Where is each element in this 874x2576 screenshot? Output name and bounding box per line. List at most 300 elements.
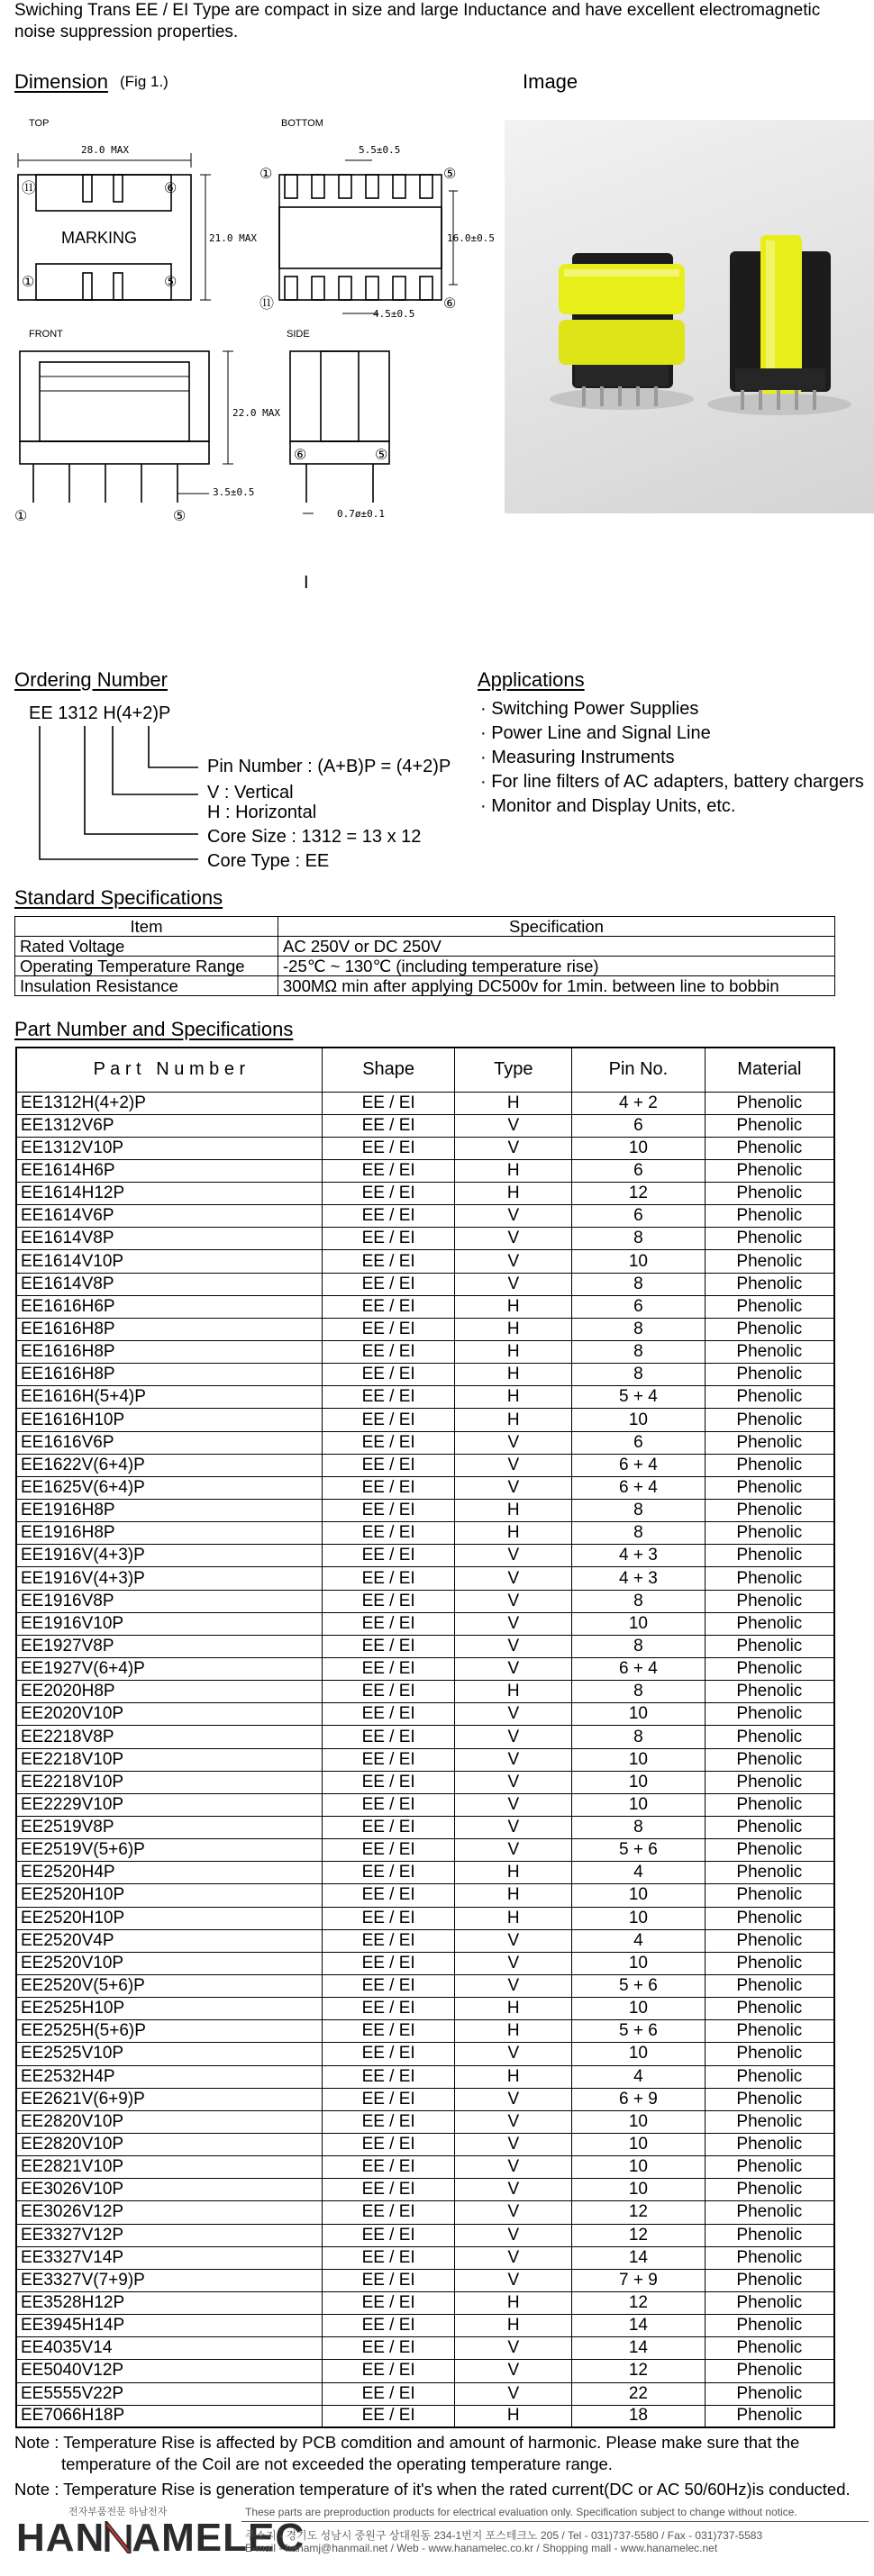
material-cell: Phenolic: [705, 1522, 834, 1545]
shape-cell: EE / EI: [322, 2291, 455, 2314]
part-number-cell: EE1616H6P: [16, 1295, 322, 1318]
note-1-line-2: temperature of the Coil are not exceeded the operating temperature range.: [61, 2454, 613, 2473]
marking-label: MARKING: [61, 229, 138, 247]
transformer-illustration: [505, 120, 874, 513]
type-cell: V: [455, 2269, 572, 2291]
view-label-top: TOP: [29, 118, 50, 129]
shape-cell: EE / EI: [322, 1183, 455, 1205]
material-cell: Phenolic: [705, 1862, 834, 1884]
part-number-cell: EE1614H12P: [16, 1183, 322, 1205]
table-row: [16, 1635, 834, 1657]
parts-title: Part Number and Specifications: [14, 1018, 294, 1040]
table-row: [16, 1476, 834, 1499]
type-cell: V: [455, 1726, 572, 1748]
shape-cell: EE / EI: [322, 2043, 455, 2065]
shape-cell: EE / EI: [322, 1590, 455, 1612]
material-cell: Phenolic: [705, 2065, 834, 2088]
shape-cell: EE / EI: [322, 1228, 455, 1250]
material-cell: Phenolic: [705, 1114, 834, 1137]
type-cell: V: [455, 2246, 572, 2269]
part-number-cell: EE1312V10P: [16, 1137, 322, 1159]
material-cell: Phenolic: [705, 1929, 834, 1952]
spec-row: [15, 976, 835, 996]
shape-cell: EE / EI: [322, 2246, 455, 2269]
type-cell: V: [455, 2110, 572, 2133]
application-item: · Switching Power Supplies: [480, 699, 699, 719]
material-cell: Phenolic: [705, 1974, 834, 1997]
pin-marker-6-side: ⑥: [294, 448, 307, 463]
header-shape: Shape: [322, 1048, 455, 1092]
part-number-cell: EE2519V(5+6)P: [16, 1839, 322, 1862]
type-cell: H: [455, 1318, 572, 1340]
material-cell: Phenolic: [705, 1612, 834, 1635]
pin-count-cell: 8: [572, 1522, 706, 1545]
part-number-cell: EE2532H4P: [16, 2065, 322, 2088]
material-cell: Phenolic: [705, 2133, 834, 2155]
legend-horizontal: H : Horizontal: [207, 803, 317, 822]
application-item: · Power Line and Signal Line: [480, 723, 711, 743]
part-number-cell: EE1616V6P: [16, 1431, 322, 1454]
pin-count-cell: 10: [572, 2179, 706, 2201]
shape-cell: EE / EI: [322, 2337, 455, 2360]
pin-count-cell: 6: [572, 1159, 706, 1182]
spec-value: -25℃ ~ 130℃ (including temperature rise): [278, 957, 835, 976]
pin-count-cell: 8: [572, 1500, 706, 1522]
spec-value: AC 250V or DC 250V: [278, 937, 835, 957]
dimension-title: [14, 70, 108, 94]
part-number-cell: EE2821V10P: [16, 2156, 322, 2179]
shape-cell: EE / EI: [322, 1974, 455, 1997]
type-cell: H: [455, 1522, 572, 1545]
material-cell: Phenolic: [705, 1658, 834, 1681]
pin-count-cell: 6: [572, 1295, 706, 1318]
shape-cell: EE / EI: [322, 1545, 455, 1567]
table-row: [16, 1771, 834, 1793]
shape-cell: EE / EI: [322, 2224, 455, 2246]
type-cell: V: [455, 1703, 572, 1726]
shape-cell: EE / EI: [322, 1884, 455, 1907]
pin-count-cell: 4: [572, 1929, 706, 1952]
pin-count-cell: 10: [572, 2156, 706, 2179]
type-cell: H: [455, 1159, 572, 1182]
table-row: [16, 1522, 834, 1545]
part-number-cell: EE1614V8P: [16, 1273, 322, 1295]
part-number-cell: EE1916V8P: [16, 1590, 322, 1612]
table-row: [16, 2065, 834, 2088]
material-cell: Phenolic: [705, 1341, 834, 1364]
shape-cell: EE / EI: [322, 1476, 455, 1499]
footer: [0, 2499, 874, 2576]
table-row: [16, 1681, 834, 1703]
table-row: [16, 1793, 834, 1816]
shape-cell: EE / EI: [322, 1952, 455, 1974]
table-row: [16, 1205, 834, 1228]
part-number-cell: EE2229V10P: [16, 1793, 322, 1816]
material-cell: Phenolic: [705, 1817, 834, 1839]
shape-cell: EE / EI: [322, 1092, 455, 1114]
material-cell: Phenolic: [705, 2020, 834, 2043]
table-row: [16, 2088, 834, 2110]
type-cell: V: [455, 1952, 572, 1974]
shape-cell: EE / EI: [322, 1703, 455, 1726]
type-cell: V: [455, 1567, 572, 1590]
table-row: [16, 1703, 834, 1726]
dim-front-pin: 3.5±0.5: [213, 486, 255, 498]
pin-count-cell: 6: [572, 1431, 706, 1454]
type-cell: V: [455, 1839, 572, 1862]
type-cell: H: [455, 1092, 572, 1114]
shape-cell: EE / EI: [322, 1250, 455, 1273]
pin-count-cell: 4 + 3: [572, 1567, 706, 1590]
material-cell: Phenolic: [705, 1431, 834, 1454]
dim-top-height: 21.0 MAX: [209, 232, 257, 244]
table-row: [16, 2110, 834, 2133]
material-cell: Phenolic: [705, 1228, 834, 1250]
table-row: [16, 1341, 834, 1364]
shape-cell: EE / EI: [322, 1318, 455, 1340]
shape-cell: EE / EI: [322, 2405, 455, 2427]
pin-marker-1-top: ①: [22, 275, 35, 290]
table-row: [16, 1998, 834, 2020]
type-cell: V: [455, 1612, 572, 1635]
legend-vertical: V : Vertical: [207, 783, 294, 803]
spec-item: Rated Voltage: [15, 937, 278, 957]
type-cell: H: [455, 1409, 572, 1431]
part-number-cell: EE2218V10P: [16, 1748, 322, 1771]
pin-count-cell: 14: [572, 2246, 706, 2269]
shape-cell: EE / EI: [322, 1907, 455, 1929]
dim-side-pin: 0.7ø±0.1: [337, 508, 385, 520]
logo-text-right: AMELEC: [132, 2516, 305, 2560]
part-number-cell: EE1616H8P: [16, 1341, 322, 1364]
part-number-cell: EE1622V(6+4)P: [16, 1454, 322, 1476]
type-cell: H: [455, 2065, 572, 2088]
table-row: [16, 1567, 834, 1590]
part-number-cell: EE2520H10P: [16, 1907, 322, 1929]
pin-count-cell: 22: [572, 2382, 706, 2405]
shape-cell: EE / EI: [322, 1612, 455, 1635]
footer-divider: [241, 2521, 869, 2522]
table-row: [16, 2246, 834, 2269]
pin-count-cell: 8: [572, 1318, 706, 1340]
image-title: Image: [523, 70, 578, 93]
table-row: [16, 1884, 834, 1907]
material-cell: Phenolic: [705, 1635, 834, 1657]
part-number-cell: EE2218V8P: [16, 1726, 322, 1748]
table-row: [16, 1228, 834, 1250]
parts-table-body: [16, 1092, 834, 2427]
dim-front-height: 22.0 MAX: [232, 407, 280, 419]
material-cell: Phenolic: [705, 1318, 834, 1340]
material-cell: Phenolic: [705, 1681, 834, 1703]
shape-cell: EE / EI: [322, 1771, 455, 1793]
part-number-cell: EE2520H10P: [16, 1884, 322, 1907]
part-number-cell: EE1614V6P: [16, 1205, 322, 1228]
material-cell: Phenolic: [705, 1137, 834, 1159]
shape-cell: EE / EI: [322, 2201, 455, 2224]
material-cell: Phenolic: [705, 1273, 834, 1295]
part-number-cell: EE1916V(4+3)P: [16, 1545, 322, 1567]
table-row: [16, 1183, 834, 1205]
pin-count-cell: 10: [572, 1612, 706, 1635]
shape-cell: EE / EI: [322, 1998, 455, 2020]
pin-count-cell: 8: [572, 1273, 706, 1295]
type-cell: V: [455, 1137, 572, 1159]
part-number-cell: EE1916V(4+3)P: [16, 1567, 322, 1590]
part-number-cell: EE1614V10P: [16, 1250, 322, 1273]
type-cell: V: [455, 2382, 572, 2405]
type-cell: V: [455, 1771, 572, 1793]
part-number-cell: EE1916H8P: [16, 1522, 322, 1545]
shape-cell: EE / EI: [322, 2360, 455, 2382]
part-number-cell: EE3327V14P: [16, 2246, 322, 2269]
material-cell: Phenolic: [705, 2337, 834, 2360]
part-number-cell: EE2218V10P: [16, 1771, 322, 1793]
shape-cell: EE / EI: [322, 2065, 455, 2088]
table-row: [16, 1159, 834, 1182]
shape-cell: EE / EI: [322, 1522, 455, 1545]
type-cell: H: [455, 1183, 572, 1205]
table-row: [16, 2224, 834, 2246]
type-cell: H: [455, 2405, 572, 2427]
spec-value: 300MΩ min after applying DC500v for 1min. between line to bobbin: [278, 976, 835, 996]
table-row: [16, 1545, 834, 1567]
type-cell: V: [455, 1431, 572, 1454]
table-row: [16, 2269, 834, 2291]
pin-count-cell: 6 + 4: [572, 1476, 706, 1499]
shape-cell: EE / EI: [322, 2110, 455, 2133]
part-number-cell: EE1916H8P: [16, 1500, 322, 1522]
pin-count-cell: 8: [572, 1635, 706, 1657]
material-cell: Phenolic: [705, 2246, 834, 2269]
standard-title: Standard Specifications: [14, 886, 223, 909]
spec-header-item: Item: [15, 917, 278, 937]
part-number-cell: EE1616H(5+4)P: [16, 1386, 322, 1409]
pin-count-cell: 8: [572, 1681, 706, 1703]
dim-bottom-height: 16.0±0.5: [447, 232, 495, 244]
material-cell: Phenolic: [705, 1205, 834, 1228]
table-row: [16, 1726, 834, 1748]
application-item: · For line filters of AC adapters, battery chargers: [480, 772, 864, 792]
pin-count-cell: 4: [572, 2065, 706, 2088]
pin-count-cell: 10: [572, 1748, 706, 1771]
type-cell: H: [455, 1862, 572, 1884]
shape-cell: EE / EI: [322, 1205, 455, 1228]
note-1-line-1: Note : Temperature Rise is affected by PCB comdition and amount of harmonic. Please make sure that the: [14, 2433, 800, 2452]
shape-cell: EE / EI: [322, 1273, 455, 1295]
legend-pin-number: Pin Number : (A+B)P = (4+2)P: [207, 757, 451, 776]
logo-n-mark-icon: [105, 2518, 132, 2551]
header-material: Material: [705, 1048, 834, 1092]
material-cell: Phenolic: [705, 2360, 834, 2382]
table-row: [16, 1929, 834, 1952]
pin-marker-5-side: ⑤: [375, 448, 388, 463]
pin-count-cell: 10: [572, 1793, 706, 1816]
type-cell: H: [455, 2291, 572, 2314]
table-row: [16, 2043, 834, 2065]
table-row: [16, 1862, 834, 1884]
table-row: [16, 1952, 834, 1974]
shape-cell: EE / EI: [322, 1793, 455, 1816]
pin-count-cell: 6 + 9: [572, 2088, 706, 2110]
table-row: [16, 2020, 834, 2043]
material-cell: Phenolic: [705, 2269, 834, 2291]
part-number-cell: EE2020V10P: [16, 1703, 322, 1726]
shape-cell: EE / EI: [322, 1929, 455, 1952]
part-number-cell: EE5555V22P: [16, 2382, 322, 2405]
code-core-size: 1312: [58, 703, 98, 723]
ordering-leader-lines: [0, 721, 216, 865]
type-cell: V: [455, 1929, 572, 1952]
material-cell: Phenolic: [705, 1545, 834, 1567]
part-number-cell: EE2520V4P: [16, 1929, 322, 1952]
table-row: [16, 2360, 834, 2382]
pin-marker-11-bottom: ⑪: [259, 296, 275, 312]
product-photo: [505, 120, 874, 513]
pin-count-cell: 6: [572, 1114, 706, 1137]
type-cell: H: [455, 1907, 572, 1929]
cursor-marker: I: [304, 573, 309, 593]
intro-line-2: noise suppression properties.: [14, 23, 239, 41]
table-row: [16, 1137, 834, 1159]
material-cell: Phenolic: [705, 2043, 834, 2065]
notes: [14, 2432, 851, 2500]
part-number-cell: EE2621V(6+9)P: [16, 2088, 322, 2110]
shape-cell: EE / EI: [322, 1748, 455, 1771]
part-number-table: [15, 1047, 835, 2428]
shape-cell: EE / EI: [322, 1386, 455, 1409]
pin-count-cell: 10: [572, 1907, 706, 1929]
material-cell: Phenolic: [705, 1454, 834, 1476]
view-label-bottom: BOTTOM: [281, 118, 323, 129]
table-row: [16, 1273, 834, 1295]
table-row: [16, 1817, 834, 1839]
table-row: [16, 1114, 834, 1137]
material-cell: Phenolic: [705, 1295, 834, 1318]
type-cell: V: [455, 2360, 572, 2382]
pin-count-cell: 10: [572, 2043, 706, 2065]
table-row: [16, 2133, 834, 2155]
header-pin-no: Pin No.: [572, 1048, 706, 1092]
pin-count-cell: 5 + 6: [572, 1974, 706, 1997]
dimension-title-text: Dimension: [14, 70, 108, 93]
part-number-cell: EE3327V12P: [16, 2224, 322, 2246]
shape-cell: EE / EI: [322, 1454, 455, 1476]
pin-marker-1-front: ①: [14, 509, 28, 524]
part-number-cell: EE2520V(5+6)P: [16, 1974, 322, 1997]
material-cell: Phenolic: [705, 1952, 834, 1974]
dimension-fig-label: (Fig 1.): [120, 73, 168, 90]
applications-title: Applications: [478, 668, 585, 691]
type-cell: V: [455, 1476, 572, 1499]
table-row: [16, 1658, 834, 1681]
pin-count-cell: 12: [572, 2201, 706, 2224]
type-cell: V: [455, 2133, 572, 2155]
part-number-cell: EE1614H6P: [16, 1159, 322, 1182]
type-cell: H: [455, 1500, 572, 1522]
table-row: [16, 1386, 834, 1409]
pin-count-cell: 8: [572, 1228, 706, 1250]
table-row: [16, 1500, 834, 1522]
table-row: [16, 1295, 834, 1318]
table-row: [16, 1748, 834, 1771]
intro-text: [14, 0, 874, 43]
material-cell: Phenolic: [705, 1703, 834, 1726]
pin-marker-5-bottom: ⑤: [443, 167, 457, 182]
shape-cell: EE / EI: [322, 1431, 455, 1454]
table-row: [16, 1590, 834, 1612]
table-row: [16, 1318, 834, 1340]
shape-cell: EE / EI: [322, 2088, 455, 2110]
footer-address: 주소지 - 경기도 성남시 중원구 상대원동 234-1번지 포스테크노 205 / Tel - 031)737-5580 / Fax - 031)737-5583: [245, 2529, 763, 2542]
pin-count-cell: 10: [572, 1998, 706, 2020]
material-cell: Phenolic: [705, 2156, 834, 2179]
pin-count-cell: 8: [572, 1590, 706, 1612]
pin-count-cell: 4 + 3: [572, 1545, 706, 1567]
legend-core-size: Core Size : 1312 = 13 x 12: [207, 827, 422, 847]
type-cell: V: [455, 1748, 572, 1771]
type-cell: V: [455, 1545, 572, 1567]
table-row: [16, 2382, 834, 2405]
type-cell: H: [455, 1681, 572, 1703]
table-row: [16, 1907, 834, 1929]
pin-count-cell: 12: [572, 2360, 706, 2382]
shape-cell: EE / EI: [322, 2269, 455, 2291]
part-number-cell: EE3327V(7+9)P: [16, 2269, 322, 2291]
material-cell: Phenolic: [705, 1793, 834, 1816]
standard-spec-table: [14, 916, 835, 996]
table-row: [16, 2179, 834, 2201]
table-row: [16, 1409, 834, 1431]
pin-marker-11-top: ⑪: [22, 181, 37, 196]
pin-count-cell: 6: [572, 1205, 706, 1228]
material-cell: Phenolic: [705, 1839, 834, 1862]
part-number-cell: EE2519V8P: [16, 1817, 322, 1839]
pin-count-cell: 10: [572, 1952, 706, 1974]
part-number-cell: EE1916V10P: [16, 1612, 322, 1635]
part-number-cell: EE4035V14: [16, 2337, 322, 2360]
type-cell: V: [455, 1590, 572, 1612]
material-cell: Phenolic: [705, 1476, 834, 1499]
shape-cell: EE / EI: [322, 1159, 455, 1182]
spec-item: Insulation Resistance: [15, 976, 278, 996]
pin-count-cell: 5 + 6: [572, 1839, 706, 1862]
pin-count-cell: 6 + 4: [572, 1658, 706, 1681]
dimension-drawing: [0, 106, 505, 611]
spec-header-row: [15, 917, 835, 937]
type-cell: V: [455, 1817, 572, 1839]
code-pins: (4+2)P: [115, 703, 171, 723]
application-item: · Monitor and Display Units, etc.: [480, 796, 736, 816]
pin-count-cell: 12: [572, 2291, 706, 2314]
type-cell: V: [455, 1635, 572, 1657]
type-cell: V: [455, 1974, 572, 1997]
material-cell: Phenolic: [705, 1159, 834, 1182]
table-row: [16, 1364, 834, 1386]
view-label-front: FRONT: [29, 329, 63, 340]
pin-count-cell: 10: [572, 1771, 706, 1793]
type-cell: H: [455, 1998, 572, 2020]
part-number-cell: EE2525H(5+6)P: [16, 2020, 322, 2043]
material-cell: Phenolic: [705, 2088, 834, 2110]
spec-row: [15, 957, 835, 976]
footer-contact: E-mail - hanamj@hanmail.net / Web - www.hanamelec.co.kr / Shopping mall - www.hanamelec.net: [245, 2542, 718, 2554]
header-type: Type: [455, 1048, 572, 1092]
part-number-cell: EE2020H8P: [16, 1681, 322, 1703]
shape-cell: EE / EI: [322, 1341, 455, 1364]
pin-count-cell: 12: [572, 1183, 706, 1205]
material-cell: Phenolic: [705, 1092, 834, 1114]
